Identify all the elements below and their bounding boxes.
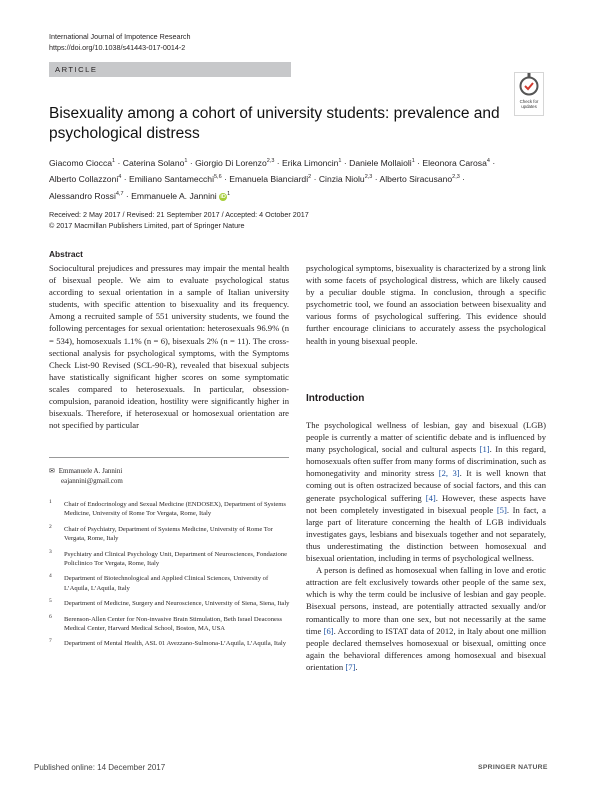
abstract-heading: Abstract [49, 249, 83, 259]
author[interactable]: Emmanuele A. Jannini [131, 190, 217, 201]
author-affil: 4 [486, 158, 490, 164]
footnote-divider [49, 457, 289, 458]
badge-text-2: updates [521, 104, 537, 109]
text-run: . However, these aspects have not been completely investigated in bisexual people [306, 492, 546, 515]
author[interactable]: Emiliano Santamecchi [128, 174, 214, 185]
affiliation-text: Chair of Endocrinology and Sexual Medicine (ENDOSEX), Department of Systems Medicine, University of Rome Tor Vergata, Rome, Italy [64, 501, 286, 518]
affiliation-text: Psychiatry and Clinical Psychology Unit, Department of Neurosciences, Fondazione Policlinico Tor Vergata, Rome, Italy [64, 550, 288, 568]
author-affil: 1 [184, 158, 188, 164]
corresponding-author: Emmanuele A. Jannini [58, 467, 123, 475]
affiliation-number: 6 [49, 613, 52, 620]
author-affil: 2,3 [266, 158, 275, 164]
article-title: Bisexuality among a cohort of university students: prevalence and psychological distress [49, 105, 500, 142]
author-affil: 2,3 [364, 174, 373, 181]
citation-link[interactable]: [5] [496, 504, 507, 515]
published-online: Published online: 14 December 2017 [34, 763, 166, 772]
paragraph [306, 419, 546, 564]
text-run: . According to ISTAT data of 2012, in Italy about one million people declared themselves homosexual or bisexual, omitting once again the behavioral differences among homosexual and bisexual orientation [306, 625, 546, 672]
introduction-heading: Introduction [306, 393, 365, 404]
author[interactable]: Giorgio Di Lorenzo [195, 157, 267, 168]
citation-link[interactable]: [1] [479, 444, 490, 455]
affiliation-item [49, 500, 294, 519]
affiliation-number: 7 [49, 638, 52, 645]
affiliation-number: 5 [49, 598, 52, 605]
affiliation-text: Department of Mental Health, ASL 01 Avezzano-Sulmona-L’Aquila, L’Aquila, Italy [64, 640, 286, 648]
author-affil: 1 [338, 158, 342, 164]
corresponding-email[interactable]: eajannini@gmail.com [61, 477, 123, 485]
journal-header [49, 32, 190, 53]
orcid-icon[interactable]: iD [220, 193, 226, 200]
text-run: . [355, 661, 358, 672]
citation-link[interactable]: [4] [425, 492, 436, 503]
citation-link[interactable]: [2, 3] [438, 468, 460, 479]
affiliation-text: Chair of Psychiatry, Department of Systems Medicine, University of Rome Tor Vergata, Rome, Italy [64, 525, 273, 543]
affiliation-item [49, 550, 294, 569]
author-affil: 2,3 [452, 174, 460, 181]
affiliation-number: 1 [49, 499, 52, 505]
text-run: . In this regard, homosexuals often suffer from many forms of discrimination, such as homonegativity and minority stress [306, 444, 546, 479]
publication-dates [49, 210, 309, 231]
text-run: . In fact, a large part of literature concerning the health of LGB individuals investigates gays, lesbians and bisexuals together and not separately, thus underestimating the distinction between homosexual and bisexual orientation, including in terms of psychological wellness. [306, 504, 546, 564]
abstract-text-col2: psychological symptoms, bisexuality is characterized by a strong link with some facets of psychological distress, which are likely caused by a peculiar double stigma. In conclusion, through a specific psychometric tool, we found an association between bisexuality and various forms of psychological suffering. This evidence should further encourage clinicians to accurately assess the psychological health in young bisexual people. [306, 263, 546, 346]
citation-link[interactable]: [7] [345, 661, 356, 672]
abstract-text-col1: Sociocultural prejudices and pressures may impair the mental health of bisexual people. We aim to evaluate psychological status according to sexual orientation in a sample of Italian university students, with specific attention to bisexuality and its frequency. Among a recruited sample of 551 university students, we found the following percentages for sexual orientation: heterosexuals 96.9% (n = 534), homosexuals 1.1% (n = 6), bisexuals 2% (n = 11). The cross-sectional analysis for psychological symptoms, with the Symptoms Check List-90 Revised (SCL-90-R), revealed that bisexual subjects have statistically significant higher scores on some symptomatic scales compared to heterosexuals. In particular, obsession-compulsion, paranoid ideation, hostility were significantly higher in bisexuals. Therefore, if heterosexual or homosexual orientation are not specified by particular [49, 263, 289, 431]
author[interactable]: Eleonora Carosa [422, 157, 487, 168]
text-run: The psychological wellness of lesbian, gay and bisexual (LGB) people is currently a matter of scientific debate and is influenced by many psychological, social and cultural aspects [306, 420, 546, 455]
author[interactable]: Alberto Collazzoni [49, 174, 119, 185]
author-affil: 4,7 [115, 190, 124, 197]
author[interactable]: Alessandro Rossi [49, 190, 116, 201]
affiliations-list [49, 500, 294, 655]
author-affil: 4 [118, 174, 122, 181]
article-type-label: ARTICLE [55, 65, 98, 74]
paragraph [306, 564, 546, 673]
text-run: A person is defined as homosexual when falling in love and erotic attraction are felt exclusively towards other people of the same sex, which is why the term could be inclusive of lesbian and gay people. Bisexual persons, instead, are potentially attracted sexually and/or romantically to more than one sex, but not necessarily at the same time [306, 565, 546, 636]
author-affil: 1 [112, 158, 116, 164]
author[interactable]: Alberto Siracusano [379, 174, 453, 185]
affiliation-text: Department of Biotechnological and Applied Clinical Sciences, University of L’Aquila, L’Aquila, Italy [64, 575, 269, 592]
text-run: . It is well known that coming out is often ostracized because of social factors, and this can generate psychological suffering [306, 468, 547, 503]
article-type-banner [49, 62, 291, 77]
affiliation-item [49, 525, 294, 544]
author[interactable]: Erika Limoncin [282, 157, 339, 168]
author[interactable]: Daniele Mollaioli [349, 157, 412, 168]
author-affil: 1 [411, 158, 415, 164]
author-affil: 1 [227, 190, 231, 197]
affiliation-item [49, 599, 294, 608]
introduction-body [306, 419, 546, 673]
affiliation-number: 2 [49, 523, 52, 530]
badge-text-1: Check for [519, 99, 539, 104]
correspondence [49, 466, 123, 486]
author[interactable]: Caterina Solano [122, 157, 185, 168]
author[interactable]: Emanuela Bianciardi [229, 174, 309, 185]
author-list: Giacomo Ciocca$^1$ · Caterina Solano$^1$ · Giorgio Di Lorenzo$^{2,3}$ · Erika Limoncin$^1$ · Daniele Mollaioli$^1$ · Eleonora Carosa$^4$ · Alberto Collazzoni$^4$ · Emiliano Santamecchi$^{5,6}$ · Emanuela Bianciardi$^2$ · Cinzia Niolu$^{2,3}$ · Alberto Siracusano$^{2,3}$ · Alessandro Rossi$^{4,7}$ · Emmanuele A. Jannini $iD^1$ [49, 157, 496, 201]
journal-doi-link[interactable]: https://doi.org/10.1038/s41443-017-0014-2 [49, 42, 186, 52]
affiliation-text: Berenson-Allen Center for Non-invasive Brain Stimulation, Beth Israel Deaconess Medical Center, Harvard Medical School, Boston, MA, USA [64, 615, 283, 633]
author-affil: 2 [308, 174, 312, 181]
author[interactable]: Cinzia Niolu [318, 174, 365, 185]
affiliation-item [49, 639, 294, 648]
affiliation-text: Department of Medicine, Surgery and Neuroscience, University of Siena, Siena, Italy [64, 600, 290, 608]
author-affil: 5,6 [214, 174, 222, 181]
journal-name: International Journal of Impotence Research [49, 32, 191, 41]
received-dates: Received: 2 May 2017 / Revised: 21 September 2017 / Accepted: 4 October 2017 [49, 210, 309, 219]
affiliation-number: 4 [49, 573, 52, 580]
author[interactable]: Giacomo Ciocca [49, 157, 113, 168]
copyright-line: © 2017 Macmillan Publishers Limited, part of Springer Nature [49, 220, 245, 230]
envelope-icon: ✉ [49, 467, 55, 475]
citation-link[interactable]: [6] [323, 625, 334, 636]
publisher-logo: SPRINGER NATURE [478, 764, 548, 771]
affiliation-item [49, 574, 294, 593]
affiliation-number: 3 [49, 548, 52, 555]
affiliation-item [49, 615, 294, 634]
